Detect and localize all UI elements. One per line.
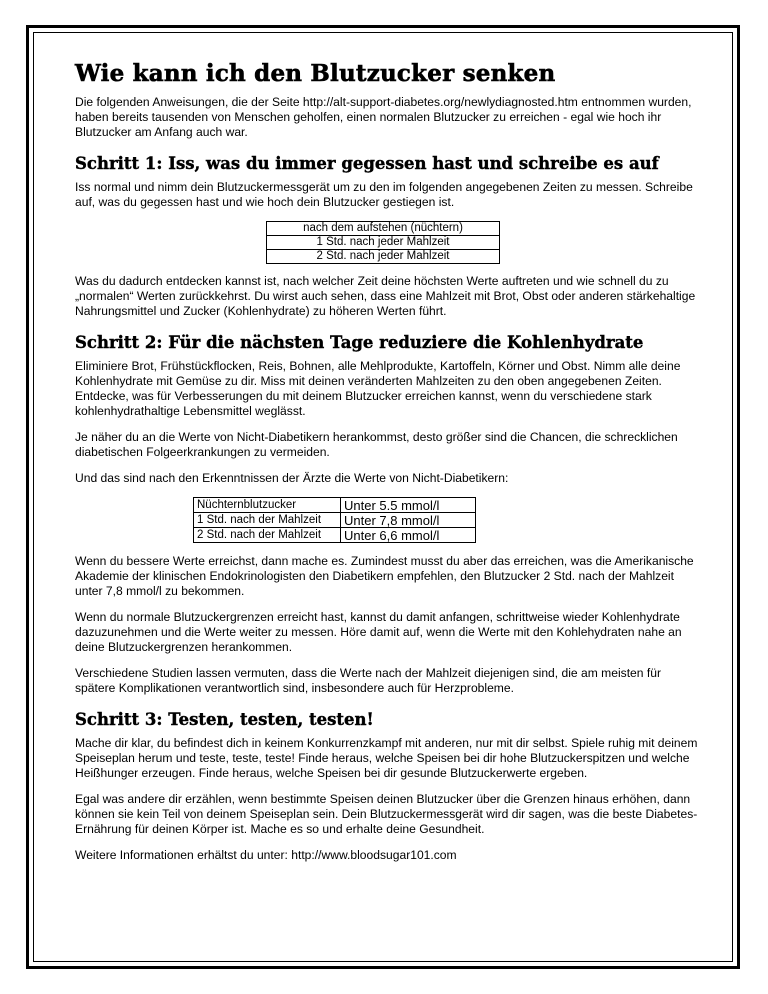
- step-2-paragraph: Wenn du normale Blutzuckergrenzen erreicht hast, kannst du damit anfangen, schrittweise wieder Kohlenhydrate dazuzunehmen und die Werte weiter zu messen. Höre damit auf, wenn die Werte mit den Kohlehydraten nahe an deine Blutzuckergrenzen herankommen.: [75, 610, 682, 654]
- step-3-section: [75, 710, 700, 863]
- table-row: [267, 222, 500, 236]
- step-2-paragraph: Und das sind nach den Erkenntnissen der Ärzte die Werte von Nicht-Diabetikern:: [75, 471, 509, 485]
- step-1-heading: Schritt 1: Iss, was du immer gegessen hast und schreibe es auf: [75, 154, 659, 173]
- value-cell: Unter 5.5 mmol/l: [341, 498, 476, 513]
- target-values-table: [193, 497, 476, 543]
- table-cell: 2 Std. nach jeder Mahlzeit: [267, 250, 500, 264]
- more-info-paragraph: Weitere Informationen erhältst du unter: http://www.bloodsugar101.com: [75, 848, 457, 862]
- step-3-paragraph: Egal was andere dir erzählen, wenn bestimmte Speisen deinen Blutzucker über die Grenzen hinaus erhöhen, dann können sie kein Teil von deinem Speiseplan sein. Dein Blutzuckermessgerät wird dir sagen, was die beste Diabetes-Ernährung für deinen Körper ist. Mache es so und erhalte deine Gesundheit.: [75, 792, 698, 836]
- step-1-paragraph: Iss normal und nimm dein Blutzuckermessgerät um zu den im folgenden angegebenen Zeiten zu messen. Schreibe auf, was du gegessen hast und wie hoch dein Blutzucker gestiegen ist.: [75, 180, 693, 209]
- step-3-heading: Schritt 3: Testen, testen, testen!: [75, 710, 374, 729]
- value-cell: Unter 7,8 mmol/l: [341, 513, 476, 528]
- table-row: [194, 528, 476, 543]
- table-cell: 1 Std. nach jeder Mahlzeit: [267, 236, 500, 250]
- table-row: [267, 236, 500, 250]
- step-2-paragraph: Verschiedene Studien lassen vermuten, dass die Werte nach der Mahlzeit diejenigen sind, die am meisten für spätere Komplikationen verantwortlich sind, insbesondere auch für Herzprobleme.: [75, 666, 661, 695]
- intro-paragraph: Die folgenden Anweisungen, die der Seite http://alt-support-diabetes.org/newlydiagnosted.htm entnommen wurden, haben bereits tausenden von Menschen geholfen, einen normalen Blutzucker zu erreichen - egal wie hoch ihr Blutzucker am Anfang auch war.: [75, 95, 692, 139]
- step-2-paragraph: Wenn du bessere Werte erreichst, dann mache es. Zumindest musst du aber das erreichen, was die Amerikanische Akademie der klinischen Endokrinologisten den Diabetikern empfehlen, den Blutzucker 2 Std. nach der Mahlzeit unter 7,8 mmol/l zu bekommen.: [75, 554, 694, 598]
- step-2-heading: Schritt 2: Für die nächsten Tage reduziere die Kohlenhydrate: [75, 333, 644, 352]
- value-cell: Unter 6,6 mmol/l: [341, 528, 476, 543]
- table-row: [194, 498, 476, 513]
- step-1-paragraph: Was du dadurch entdecken kannst ist, nach welcher Zeit deine höchsten Werte auftreten und wie schnell du zu „normalen“ Werten zurückkehrst. Du wirst auch sehen, dass eine Mahlzeit mit Brot, Obst oder anderen stärkehaltige Nahrungsmittel und Zucker (Kohlenhydrate) zu höheren Werten führt.: [75, 274, 696, 318]
- step-3-paragraph: Mache dir klar, du befindest dich in keinem Konkurrenzkampf mit anderen, nur mit dir selbst. Spiele ruhig mit deinem Speiseplan herum und teste, teste, teste! Finde heraus, welche Speisen bei dir hohe Blutzuckerspitzen und welche Heißhunger erzeugen. Finde heraus, welche Speisen bei dir gesunde Blutzuckerwerte ergeben.: [75, 736, 698, 780]
- measurement-times-table: [266, 221, 500, 264]
- table-row: [194, 513, 476, 528]
- table-row: [267, 250, 500, 264]
- value-label: Nüchternblutzucker: [194, 498, 341, 513]
- step-2-section: [75, 333, 700, 696]
- step-2-paragraph: Eliminiere Brot, Frühstückflocken, Reis, Bohnen, alle Mehlprodukte, Kartoffeln, Körner und Obst. Nimm alle deine Kohlenhydrate mit Gemüse zu dir. Miss mit deinen veränderten Mahlzeiten zu den oben angegebenen Zeiten. Entdecke, was für Verbesserungen du mit deinem Blutzucker erreichen kannst, wenn du verschiedene stark kohlenhydrathaltige Lebensmittel weglässt.: [75, 359, 681, 418]
- step-1-section: [75, 154, 700, 319]
- step-2-paragraph: Je näher du an die Werte von Nicht-Diabetikern herankommst, desto größer sind die Chancen, die schrecklichen diabetischen Folgeerkrankungen zu vermeiden.: [75, 430, 678, 459]
- page-title: Wie kann ich den Blutzucker senken: [75, 60, 556, 87]
- value-label: 1 Std. nach der Mahlzeit: [194, 513, 341, 528]
- value-label: 2 Std. nach der Mahlzeit: [194, 528, 341, 543]
- table-cell: nach dem aufstehen (nüchtern): [267, 222, 500, 236]
- document-body: [75, 60, 700, 874]
